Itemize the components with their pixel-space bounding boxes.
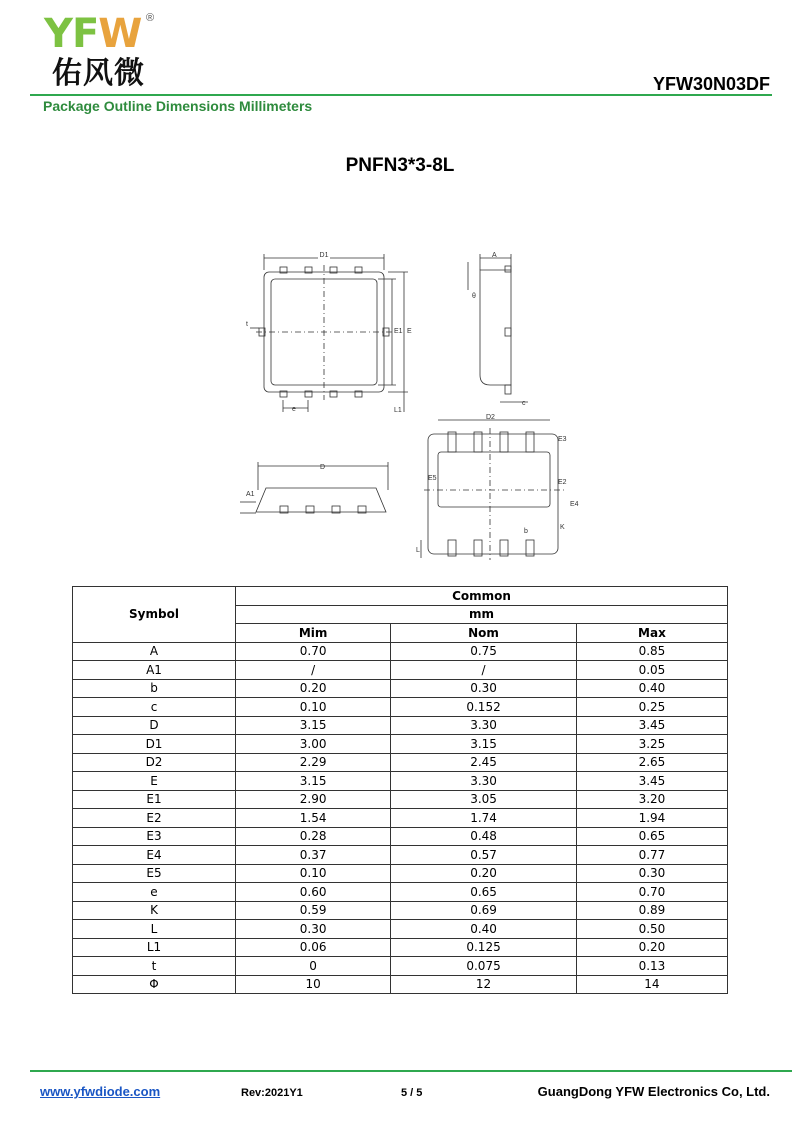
cell-min: 0.06 bbox=[236, 938, 391, 957]
front-view bbox=[240, 462, 388, 513]
group-header: Common bbox=[236, 587, 728, 606]
label-e4: E4 bbox=[570, 501, 579, 508]
table-row bbox=[73, 809, 728, 828]
cell-max: 0.13 bbox=[576, 957, 727, 976]
label-a1: A1 bbox=[246, 491, 255, 498]
cell-symbol: E4 bbox=[73, 846, 236, 865]
label-t: t bbox=[246, 321, 248, 328]
label-e-pitch: e bbox=[292, 406, 296, 413]
dimensions-table-body bbox=[73, 642, 728, 994]
cell-max: 0.40 bbox=[576, 679, 727, 698]
header-divider bbox=[30, 94, 772, 96]
cell-symbol: L1 bbox=[73, 938, 236, 957]
cell-nom: 3.05 bbox=[391, 790, 577, 809]
cell-nom: 0.69 bbox=[391, 901, 577, 920]
cell-max: 0.50 bbox=[576, 920, 727, 939]
label-k: K bbox=[560, 524, 565, 531]
label-e5: E5 bbox=[428, 475, 437, 482]
cell-nom: 0.125 bbox=[391, 938, 577, 957]
cell-symbol: E3 bbox=[73, 827, 236, 846]
cell-nom: 0.152 bbox=[391, 698, 577, 717]
cell-max: 0.85 bbox=[576, 642, 727, 661]
footer-divider bbox=[30, 1070, 792, 1072]
nom-header: Nom bbox=[391, 624, 577, 643]
table-row bbox=[73, 938, 728, 957]
cell-nom: 0.65 bbox=[391, 883, 577, 902]
cell-nom: 0.57 bbox=[391, 846, 577, 865]
table-row bbox=[73, 827, 728, 846]
cell-nom: / bbox=[391, 661, 577, 680]
label-e1: E1 bbox=[394, 328, 403, 335]
cell-symbol: A bbox=[73, 642, 236, 661]
table-row bbox=[73, 735, 728, 754]
cell-symbol: D1 bbox=[73, 735, 236, 754]
min-header: Mim bbox=[236, 624, 391, 643]
cell-symbol: E2 bbox=[73, 809, 236, 828]
table-row bbox=[73, 698, 728, 717]
label-d2: D2 bbox=[486, 414, 495, 421]
page-number: 5 / 5 bbox=[401, 1087, 423, 1099]
cell-nom: 0.40 bbox=[391, 920, 577, 939]
cell-max: 0.65 bbox=[576, 827, 727, 846]
cell-symbol: D2 bbox=[73, 753, 236, 772]
label-b: b bbox=[524, 528, 528, 535]
label-e2: E2 bbox=[558, 479, 567, 486]
cell-nom: 3.15 bbox=[391, 735, 577, 754]
cell-nom: 12 bbox=[391, 975, 577, 994]
symbol-header: Symbol bbox=[73, 587, 236, 643]
table-row bbox=[73, 772, 728, 791]
cell-nom: 2.45 bbox=[391, 753, 577, 772]
cell-max: 0.89 bbox=[576, 901, 727, 920]
cell-min: 3.15 bbox=[236, 716, 391, 735]
cell-min: 0 bbox=[236, 957, 391, 976]
cell-nom: 0.75 bbox=[391, 642, 577, 661]
table-row bbox=[73, 642, 728, 661]
cell-symbol: E1 bbox=[73, 790, 236, 809]
label-d1: D1 bbox=[319, 252, 329, 259]
cell-symbol: L bbox=[73, 920, 236, 939]
max-header: Max bbox=[576, 624, 727, 643]
cell-min: / bbox=[236, 661, 391, 680]
cell-symbol: D bbox=[73, 716, 236, 735]
table-row bbox=[73, 753, 728, 772]
table-row bbox=[73, 679, 728, 698]
cell-min: 0.10 bbox=[236, 698, 391, 717]
cell-min: 0.59 bbox=[236, 901, 391, 920]
cell-symbol: c bbox=[73, 698, 236, 717]
cell-max: 3.25 bbox=[576, 735, 727, 754]
cell-max: 0.77 bbox=[576, 846, 727, 865]
cell-max: 0.70 bbox=[576, 883, 727, 902]
label-l: L bbox=[416, 547, 420, 554]
cell-max: 0.05 bbox=[576, 661, 727, 680]
revision: Rev:2021Y1 bbox=[241, 1087, 303, 1099]
cell-min: 1.54 bbox=[236, 809, 391, 828]
cell-min: 0.20 bbox=[236, 679, 391, 698]
table-row bbox=[73, 661, 728, 680]
table-row bbox=[73, 975, 728, 994]
cell-max: 14 bbox=[576, 975, 727, 994]
cell-min: 0.37 bbox=[236, 846, 391, 865]
cell-max: 3.45 bbox=[576, 772, 727, 791]
dimensions-table bbox=[72, 586, 728, 994]
section-subtitle: Package Outline Dimensions Millimeters bbox=[43, 98, 313, 114]
table-row bbox=[73, 901, 728, 920]
cell-symbol: A1 bbox=[73, 661, 236, 680]
cell-symbol: E5 bbox=[73, 864, 236, 883]
table-row bbox=[73, 716, 728, 735]
top-view bbox=[246, 250, 412, 414]
cell-nom: 3.30 bbox=[391, 716, 577, 735]
label-d: D bbox=[320, 464, 326, 471]
cell-min: 2.90 bbox=[236, 790, 391, 809]
cell-min: 0.30 bbox=[236, 920, 391, 939]
cell-symbol: t bbox=[73, 957, 236, 976]
unit-header: mm bbox=[236, 605, 728, 624]
cell-max: 3.45 bbox=[576, 716, 727, 735]
label-e: E bbox=[407, 328, 412, 335]
cell-max: 0.25 bbox=[576, 698, 727, 717]
table-row bbox=[73, 790, 728, 809]
table-row bbox=[73, 883, 728, 902]
cell-nom: 0.075 bbox=[391, 957, 577, 976]
cell-symbol: E bbox=[73, 772, 236, 791]
cell-min: 3.15 bbox=[236, 772, 391, 791]
cell-max: 0.20 bbox=[576, 938, 727, 957]
cell-max: 3.20 bbox=[576, 790, 727, 809]
package-outline-drawing bbox=[228, 240, 588, 570]
cell-symbol: b bbox=[73, 679, 236, 698]
cell-min: 0.28 bbox=[236, 827, 391, 846]
package-title: PNFN3*3-8L bbox=[345, 155, 455, 176]
table-row bbox=[73, 864, 728, 883]
label-l1: L1 bbox=[394, 407, 402, 414]
company-name: GuangDong YFW Electronics Co, Ltd. bbox=[537, 1084, 770, 1099]
cell-min: 10 bbox=[236, 975, 391, 994]
cell-min: 2.29 bbox=[236, 753, 391, 772]
cell-symbol: K bbox=[73, 901, 236, 920]
label-c: c bbox=[522, 400, 526, 407]
label-e3: E3 bbox=[558, 436, 567, 443]
cell-nom: 3.30 bbox=[391, 772, 577, 791]
cell-max: 0.30 bbox=[576, 864, 727, 883]
bottom-view bbox=[416, 414, 579, 560]
cell-min: 0.10 bbox=[236, 864, 391, 883]
cell-min: 0.70 bbox=[236, 642, 391, 661]
website-link[interactable]: www.yfwdiode.com bbox=[40, 1084, 161, 1099]
table-row bbox=[73, 920, 728, 939]
label-theta: θ bbox=[472, 293, 476, 300]
cell-nom: 0.20 bbox=[391, 864, 577, 883]
cell-nom: 0.30 bbox=[391, 679, 577, 698]
registered-mark: ® bbox=[146, 12, 155, 24]
logo-chinese-text: 佑风微 bbox=[52, 56, 145, 91]
cell-nom: 1.74 bbox=[391, 809, 577, 828]
cell-symbol: Φ bbox=[73, 975, 236, 994]
cell-symbol: e bbox=[73, 883, 236, 902]
label-a: A bbox=[492, 252, 497, 259]
cell-max: 2.65 bbox=[576, 753, 727, 772]
side-view bbox=[468, 252, 528, 407]
table-row bbox=[73, 846, 728, 865]
cell-min: 0.60 bbox=[236, 883, 391, 902]
logo-latin-u: W bbox=[98, 11, 142, 57]
cell-min: 3.00 bbox=[236, 735, 391, 754]
logo-latin-text: YF bbox=[44, 11, 99, 57]
cell-max: 1.94 bbox=[576, 809, 727, 828]
part-number: YFW30N03DF bbox=[652, 74, 770, 94]
table-row bbox=[73, 957, 728, 976]
logo bbox=[44, 11, 142, 57]
cell-nom: 0.48 bbox=[391, 827, 577, 846]
